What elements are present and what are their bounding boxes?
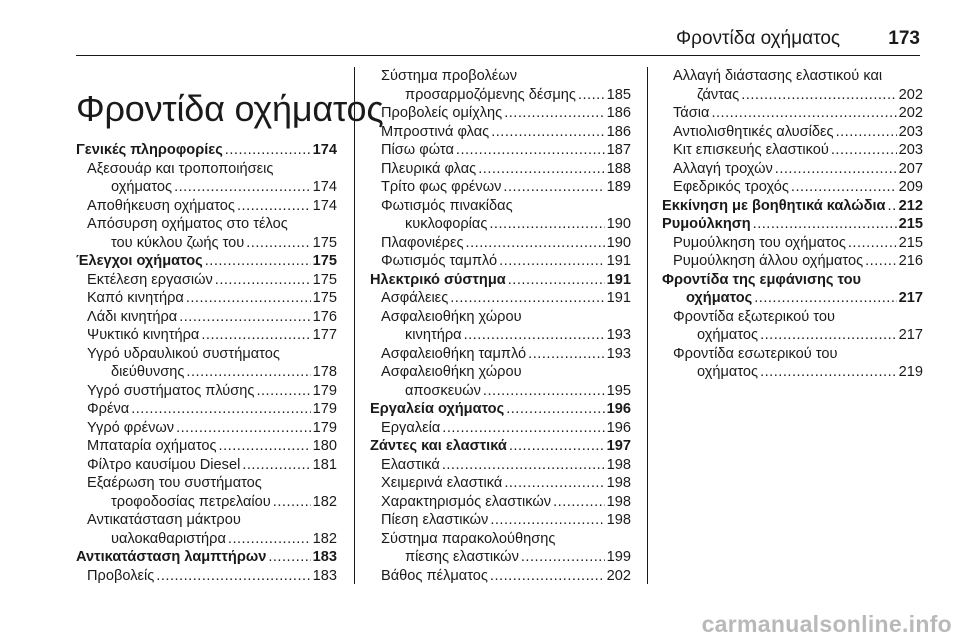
toc-entry-title: Γενικές πληροφορίες xyxy=(76,142,223,158)
toc-entry[interactable] xyxy=(76,345,337,382)
dot-leader xyxy=(228,530,311,549)
dot-leader xyxy=(176,419,311,438)
dot-leader xyxy=(246,234,310,253)
toc-entry-title: Ασφάλειες xyxy=(381,290,449,306)
toc-entry-title: Κιτ επισκευής ελαστικού xyxy=(673,142,829,158)
toc-entry-title: Πίεση ελαστικών xyxy=(381,512,489,528)
dot-leader xyxy=(490,511,604,530)
toc-entry-title: Αλλαγή τροχών xyxy=(673,160,773,177)
toc-entry-page: 188 xyxy=(606,160,631,177)
toc-section-entry[interactable] xyxy=(76,141,337,160)
toc-entry-title: Εκκίνηση με βοηθητικά καλώδια xyxy=(662,197,886,214)
toc-entry[interactable] xyxy=(370,308,631,345)
toc-section-entry[interactable] xyxy=(370,271,631,290)
page-number: 173 xyxy=(888,28,920,49)
dot-leader xyxy=(179,308,310,327)
toc-entry[interactable] xyxy=(370,345,631,364)
toc-entry-title-line: Φροντίδα εσωτερικού του xyxy=(673,345,838,362)
toc-entry-title: Φωτισμός ταμπλό xyxy=(381,253,498,269)
toc-entry[interactable] xyxy=(370,493,631,512)
toc-entry-title: Φίλτρο καυσίμου Diesel xyxy=(87,456,241,473)
toc-entry[interactable] xyxy=(370,511,631,530)
toc-entry[interactable] xyxy=(662,308,923,345)
toc-entry-page: 198 xyxy=(606,512,631,528)
toc-entry[interactable] xyxy=(370,178,631,197)
chapter-title: Φροντίδα οχήματος xyxy=(76,88,384,130)
toc-section-entry[interactable] xyxy=(370,437,631,456)
toc-entry[interactable] xyxy=(76,197,337,216)
toc-entry[interactable] xyxy=(370,252,631,271)
toc-entry-title: Προβολείς xyxy=(87,567,155,584)
toc-entry-page: 191 xyxy=(606,271,631,288)
toc-entry-title: Ασφαλειοθήκη ταμπλό xyxy=(381,345,527,362)
toc-entry-page: 197 xyxy=(606,438,631,454)
toc-entry[interactable] xyxy=(76,289,337,308)
toc-entry[interactable] xyxy=(76,382,337,401)
toc-entry-title-line: Φωτισμός πινακίδας xyxy=(381,197,513,214)
toc-entry-page: 217 xyxy=(898,290,923,306)
toc-entry-title: κινητήρα xyxy=(405,327,462,343)
toc-entry-title: Καπό κινητήρα xyxy=(87,290,184,306)
toc-entry[interactable] xyxy=(76,511,337,548)
toc-entry-page: 181 xyxy=(312,456,337,473)
toc-entry[interactable] xyxy=(370,474,631,493)
toc-entry-page: 212 xyxy=(898,197,923,214)
toc-entry-title: Εργαλεία xyxy=(381,419,441,436)
toc-entry[interactable] xyxy=(662,123,923,142)
toc-entry-title-line: Φροντίδα της εμφάνισης του xyxy=(662,271,862,288)
dot-leader xyxy=(753,215,897,234)
toc-entry[interactable] xyxy=(76,567,337,586)
toc-entry-title: Μπροστινά φλας xyxy=(381,123,490,140)
dot-leader xyxy=(754,289,896,308)
toc-entry-page: 174 xyxy=(312,197,337,214)
toc-entry-title: Αποθήκευση οχήματος xyxy=(87,197,235,214)
toc-entry[interactable] xyxy=(76,419,337,438)
toc-entry-page: 193 xyxy=(606,327,631,343)
toc-entry-page: 195 xyxy=(606,382,631,399)
dot-leader xyxy=(268,548,310,567)
dot-leader xyxy=(205,252,311,271)
dot-leader xyxy=(553,493,605,512)
toc-entry-title-line: Εξαέρωση του συστήματος xyxy=(87,475,262,491)
toc-entry-page: 202 xyxy=(898,86,923,103)
dot-leader xyxy=(528,345,604,364)
toc-entry-title: οχήματος xyxy=(697,364,759,380)
toc-entry-title-line: Φροντίδα εξωτερικού του xyxy=(673,308,835,325)
toc-entry-title-line: Απόσυρση οχήματος στο τέλος xyxy=(87,216,288,232)
dot-leader xyxy=(489,215,604,234)
toc-entry-page: 198 xyxy=(606,475,631,491)
toc-entry-title: αποσκευών xyxy=(405,382,481,399)
toc-entry-page: 180 xyxy=(312,438,337,454)
toc-entry-page: 179 xyxy=(312,401,337,417)
toc-entry[interactable] xyxy=(370,289,631,308)
dot-leader xyxy=(760,326,897,345)
dot-leader xyxy=(775,160,897,179)
toc-entry-page: 198 xyxy=(606,493,631,510)
toc-entry[interactable] xyxy=(370,456,631,475)
toc-entry-page: 178 xyxy=(312,364,337,380)
dot-leader xyxy=(483,382,605,401)
toc-entry-page: 189 xyxy=(606,179,631,195)
toc-entry-page: 219 xyxy=(898,364,923,380)
toc-entry[interactable] xyxy=(76,160,337,197)
dot-leader xyxy=(464,326,605,345)
toc-entry-title: Ηλεκτρικό σύστημα xyxy=(370,271,506,288)
toc-entry-page: 190 xyxy=(606,234,631,251)
toc-entry-page: 216 xyxy=(898,253,923,269)
toc-entry-title-line: Σύστημα παρακολούθησης xyxy=(381,530,556,547)
dot-leader xyxy=(504,474,604,493)
toc-entry-page: 185 xyxy=(606,86,631,103)
toc-entry-page: 175 xyxy=(312,234,337,251)
toc-entry-title: Χειμερινά ελαστικά xyxy=(381,475,503,491)
toc-entry-title-line: Υγρό υδραυλικού συστήματος xyxy=(87,345,280,362)
toc-entry-page: 190 xyxy=(606,216,631,232)
dot-leader xyxy=(219,437,311,456)
dot-leader xyxy=(273,493,311,512)
dot-leader xyxy=(848,234,897,253)
toc-entry[interactable] xyxy=(76,437,337,456)
toc-entry-page: 203 xyxy=(898,142,923,158)
toc-entry-title: Αντικατάσταση λαμπτήρων xyxy=(76,549,267,565)
toc-entry[interactable] xyxy=(662,160,923,179)
dot-leader xyxy=(578,86,605,105)
toc-entry[interactable] xyxy=(370,419,631,438)
toc-section-entry[interactable] xyxy=(370,400,631,419)
column-divider-1 xyxy=(354,67,355,584)
toc-entry-title: Τρίτο φως φρένων xyxy=(381,179,502,195)
toc-entry-page: 177 xyxy=(312,327,337,343)
toc-entry-title: Έλεγχοι οχήματος xyxy=(76,253,203,269)
toc-entry[interactable] xyxy=(662,345,923,382)
toc-entry-title-line: Ασφαλειοθήκη χώρου xyxy=(381,308,522,325)
toc-entry[interactable] xyxy=(370,197,631,234)
toc-entry-page: 176 xyxy=(312,308,337,325)
toc-entry[interactable] xyxy=(662,141,923,160)
toc-section-entry[interactable] xyxy=(662,215,923,234)
toc-entry-page: 179 xyxy=(312,382,337,399)
toc-entry-page: 199 xyxy=(606,549,631,565)
toc-entry-title: Εκτέλεση εργασιών xyxy=(87,271,213,288)
toc-entry[interactable] xyxy=(662,104,923,123)
toc-entry-title-line: Αξεσουάρ και τροποποιήσεις xyxy=(87,160,274,177)
toc-entry-title: Ρυμούλκηση του οχήματος xyxy=(673,234,846,251)
toc-entry-title: Τάσια xyxy=(673,105,710,121)
toc-entry-title: Ψυκτικό κινητήρα xyxy=(87,327,200,343)
dot-leader xyxy=(506,400,604,419)
toc-entry-page: 217 xyxy=(898,327,923,343)
toc-entry-title: Υγρό φρένων xyxy=(87,419,175,436)
toc-entry-title: Φρένα xyxy=(87,401,130,417)
dot-leader xyxy=(156,567,310,586)
watermark: carmanualsonline.info xyxy=(701,611,952,637)
dot-leader xyxy=(215,271,311,290)
dot-leader xyxy=(865,252,897,271)
dot-leader xyxy=(478,160,604,179)
toc-entry[interactable] xyxy=(370,123,631,142)
toc-entry-title: Πίσω φώτα xyxy=(381,142,454,158)
dot-leader xyxy=(174,178,311,197)
toc-entry[interactable] xyxy=(662,178,923,197)
toc-entry-page: 175 xyxy=(312,290,337,306)
toc-entry-page: 198 xyxy=(606,456,631,473)
dot-leader xyxy=(237,197,311,216)
toc-entry[interactable] xyxy=(76,326,337,345)
toc-entry-page: 202 xyxy=(898,105,923,121)
toc-entry[interactable] xyxy=(76,474,337,511)
dot-leader xyxy=(450,289,604,308)
dot-leader xyxy=(442,456,605,475)
toc-entry-title-line: Ασφαλειοθήκη χώρου xyxy=(381,364,522,380)
toc-entry-title: Ελαστικά xyxy=(381,456,440,473)
toc-entry-title: Ζάντες και ελαστικά xyxy=(370,438,507,454)
toc-entry-page: 182 xyxy=(312,493,337,510)
toc-entry-title: Εφεδρικός τροχός xyxy=(673,179,789,195)
toc-entry[interactable] xyxy=(370,160,631,179)
dot-leader xyxy=(711,104,896,123)
toc-section-entry[interactable] xyxy=(76,548,337,567)
dot-leader xyxy=(442,419,604,438)
toc-entry-title: Προβολείς ομίχλης xyxy=(381,105,503,121)
toc-entry-title: Εργαλεία οχήματος xyxy=(370,401,505,417)
toc-entry[interactable] xyxy=(370,530,631,567)
toc-entry-title: οχήματος xyxy=(686,290,753,306)
toc-entry-title: Αντιολισθητικές αλυσίδες xyxy=(673,123,834,140)
dot-leader xyxy=(760,363,897,382)
toc-entry[interactable] xyxy=(662,234,923,253)
toc-entry-page: 191 xyxy=(606,253,631,269)
toc-entry-title: Πλευρικά φλας xyxy=(381,160,477,177)
toc-entry-title-line: Αντικατάσταση μάκτρου xyxy=(87,512,241,528)
toc-entry[interactable] xyxy=(76,456,337,475)
toc-entry-page: 182 xyxy=(312,530,337,547)
toc-entry-title: πίεσης ελαστικών xyxy=(405,549,519,565)
toc-entry[interactable] xyxy=(370,234,631,253)
toc-entry[interactable] xyxy=(662,252,923,271)
toc-entry-page: 183 xyxy=(312,549,337,565)
dot-leader xyxy=(186,363,310,382)
toc-entry-page: 202 xyxy=(606,567,631,584)
toc-entry[interactable] xyxy=(370,104,631,123)
toc-entry[interactable] xyxy=(370,363,631,400)
running-header-title: Φροντίδα οχήματος xyxy=(676,28,841,49)
dot-leader xyxy=(831,141,897,160)
toc-entry-title-line: Σύστημα προβολέων xyxy=(381,68,518,84)
toc-entry-page: 175 xyxy=(312,271,337,288)
dot-leader xyxy=(131,400,310,419)
toc-section-entry[interactable] xyxy=(662,197,923,216)
toc-entry-page: 196 xyxy=(606,419,631,436)
toc-entry-title-line: Αλλαγή διάστασης ελαστικού και xyxy=(673,68,883,84)
toc-entry-title: Ρυμούλκηση άλλου οχήματος xyxy=(673,253,864,269)
toc-column-1 xyxy=(76,141,337,585)
toc-entry-page: 186 xyxy=(606,105,631,121)
dot-leader xyxy=(201,326,310,345)
dot-leader xyxy=(242,456,310,475)
toc-entry-page: 179 xyxy=(312,419,337,436)
toc-entry[interactable] xyxy=(370,567,631,586)
dot-leader xyxy=(186,289,311,308)
dot-leader xyxy=(491,123,604,142)
toc-entry[interactable] xyxy=(370,141,631,160)
toc-entry-title: Μπαταρία οχήματος xyxy=(87,438,217,454)
toc-entry[interactable] xyxy=(662,67,923,104)
toc-entry-page: 174 xyxy=(312,179,337,195)
header-divider xyxy=(76,55,920,56)
toc-entry-title: κυκλοφορίας xyxy=(405,216,488,232)
toc-column-3 xyxy=(662,67,923,382)
toc-entry-page: 215 xyxy=(898,216,923,232)
toc-entry-page: 183 xyxy=(312,567,337,584)
toc-entry[interactable] xyxy=(370,67,631,104)
toc-entry-page: 175 xyxy=(312,253,337,269)
dot-leader xyxy=(456,141,605,160)
toc-entry-title: Βάθος πέλματος xyxy=(381,567,488,584)
dot-leader xyxy=(521,548,605,567)
toc-entry-title: Πλαφονιέρες xyxy=(381,234,464,251)
dot-leader xyxy=(225,141,311,160)
dot-leader xyxy=(504,104,604,123)
dot-leader xyxy=(256,382,310,401)
dot-leader xyxy=(888,197,897,216)
toc-entry-title: του κύκλου ζωής του xyxy=(111,234,245,251)
toc-entry-title: ζάντας xyxy=(697,86,740,103)
toc-entry-page: 203 xyxy=(898,123,923,140)
toc-entry-title: προσαρμοζόμενης δέσμης xyxy=(405,86,576,103)
dot-leader xyxy=(466,234,605,253)
toc-entry[interactable] xyxy=(76,400,337,419)
toc-entry-page: 186 xyxy=(606,123,631,140)
dot-leader xyxy=(499,252,605,271)
toc-entry-page: 207 xyxy=(898,160,923,177)
toc-entry-page: 215 xyxy=(898,234,923,251)
dot-leader xyxy=(490,567,605,586)
toc-entry-title: υαλοκαθαριστήρα xyxy=(111,530,226,547)
toc-entry-page: 196 xyxy=(606,401,631,417)
toc-section-entry[interactable] xyxy=(662,271,923,308)
toc-entry-title: τροφοδοσίας πετρελαίου xyxy=(111,493,271,510)
toc-entry-page: 193 xyxy=(606,345,631,362)
dot-leader xyxy=(836,123,897,142)
dot-leader xyxy=(509,437,605,456)
dot-leader xyxy=(741,86,896,105)
toc-column-2 xyxy=(370,67,631,585)
toc-entry-page: 191 xyxy=(606,290,631,306)
dot-leader xyxy=(791,178,897,197)
toc-entry-title: Ρυμούλκηση xyxy=(662,216,751,232)
toc-entry[interactable] xyxy=(76,308,337,327)
toc-entry-title: Υγρό συστήματος πλύσης xyxy=(87,382,255,399)
toc-entry-title: οχήματος xyxy=(697,327,759,343)
toc-entry-title: Λάδι κινητήρα xyxy=(87,308,178,325)
toc-entry-title: διεύθυνσης xyxy=(111,364,185,380)
dot-leader xyxy=(508,271,605,290)
toc-entry-page: 209 xyxy=(898,179,923,195)
toc-entry[interactable] xyxy=(76,215,337,252)
toc-entry-page: 174 xyxy=(312,142,337,158)
column-divider-2 xyxy=(647,67,648,584)
toc-entry[interactable] xyxy=(76,271,337,290)
toc-entry-title: Χαρακτηρισμός ελαστικών xyxy=(381,493,552,510)
dot-leader xyxy=(503,178,604,197)
toc-entry-page: 187 xyxy=(606,142,631,158)
toc-entry-title: οχήματος xyxy=(111,179,173,195)
toc-section-entry[interactable] xyxy=(76,252,337,271)
